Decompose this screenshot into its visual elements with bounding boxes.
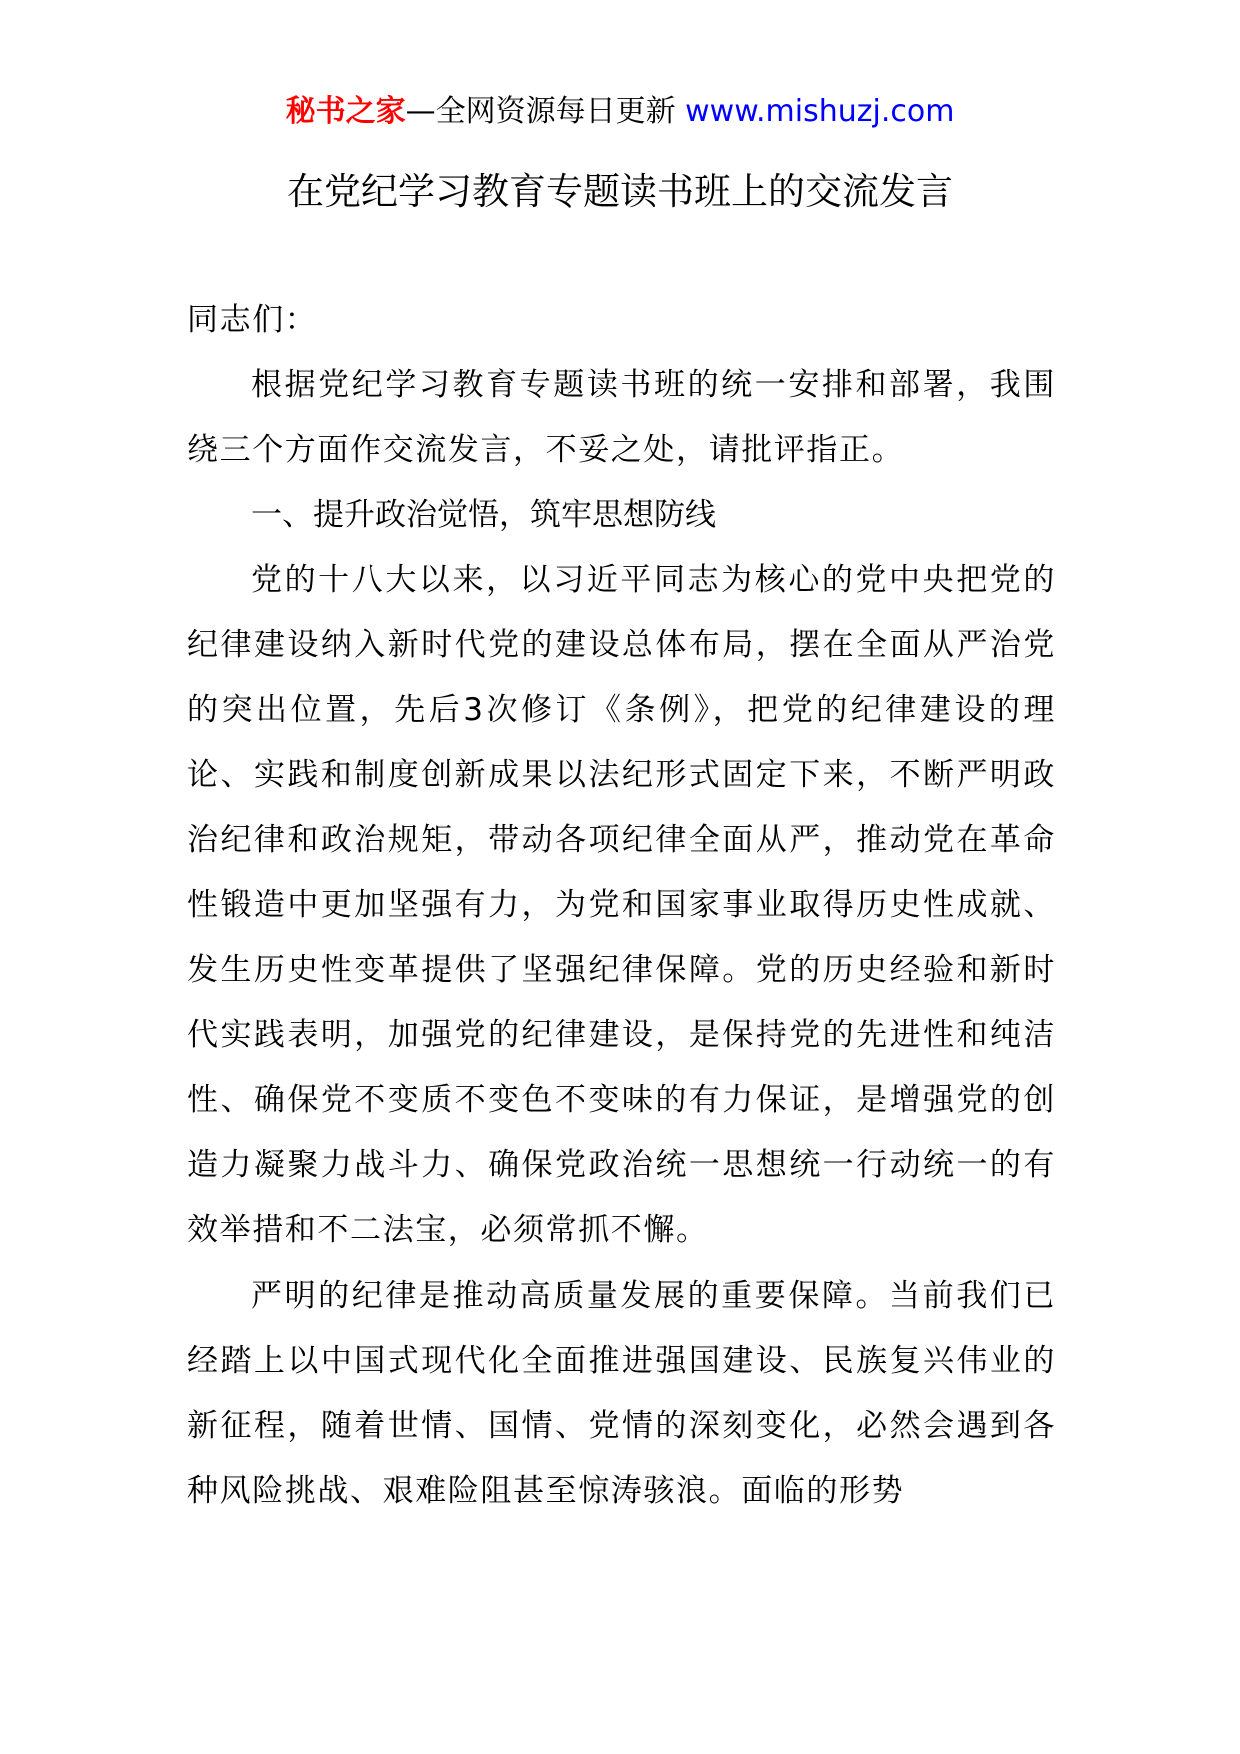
header-slogan: —全网资源每日更新: [405, 94, 676, 129]
document-title: 在党纪学习教育专题读书班上的交流发言: [287, 170, 953, 213]
document-body: [187, 288, 1056, 1524]
body-paragraph: 党的十八大以来，以习近平同志为核心的党中央把党的纪律建设纳入新时代党的建设总体布局，摆在全面从严治党的突出位置，先后3次修订《条例》，把党的纪律建设的理论、实践和制度创新成果以法纪形式固定下来，不断严明政治纪律和政治规矩，带动各项纪律全面从严，推动党在革命性锻造中更加坚强有力，为党和国家事业取得历史性成就、发生历史性变革提供了坚强纪律保障。党的历史经验和新时代实践表明，加强党的纪律建设，是保持党的先进性和纯洁性、确保党不变质不变色不变味的有力保证，是增强党的创造力凝聚力战斗力、确保党政治统一思想统一行动统一的有效举措和不二法宝，必须常抓不懈。: [187, 562, 1056, 1248]
body-paragraph: 严明的纪律是推动高质量发展的重要保障。当前我们已经踏上以中国式现代化全面推进强国建设、民族复兴伟业的新征程，随着世情、国情、党情的深刻变化，必然会遇到各种风险挑战、艰难险阻甚至惊涛骇浪。面临的形势: [187, 1278, 1056, 1509]
site-url-link[interactable]: www.mishuzj.com: [685, 94, 955, 129]
salutation: 同志们：: [187, 302, 318, 338]
body-paragraph: 根据党纪学习教育专题读书班的统一安排和部署，我围绕三个方面作交流发言，不妥之处，请批评指正。: [187, 367, 1056, 468]
section-heading: 一、提升政治觉悟，筑牢思想防线: [251, 497, 716, 533]
brand-name: 秘书之家: [285, 94, 406, 129]
site-header: [0, 92, 1240, 132]
